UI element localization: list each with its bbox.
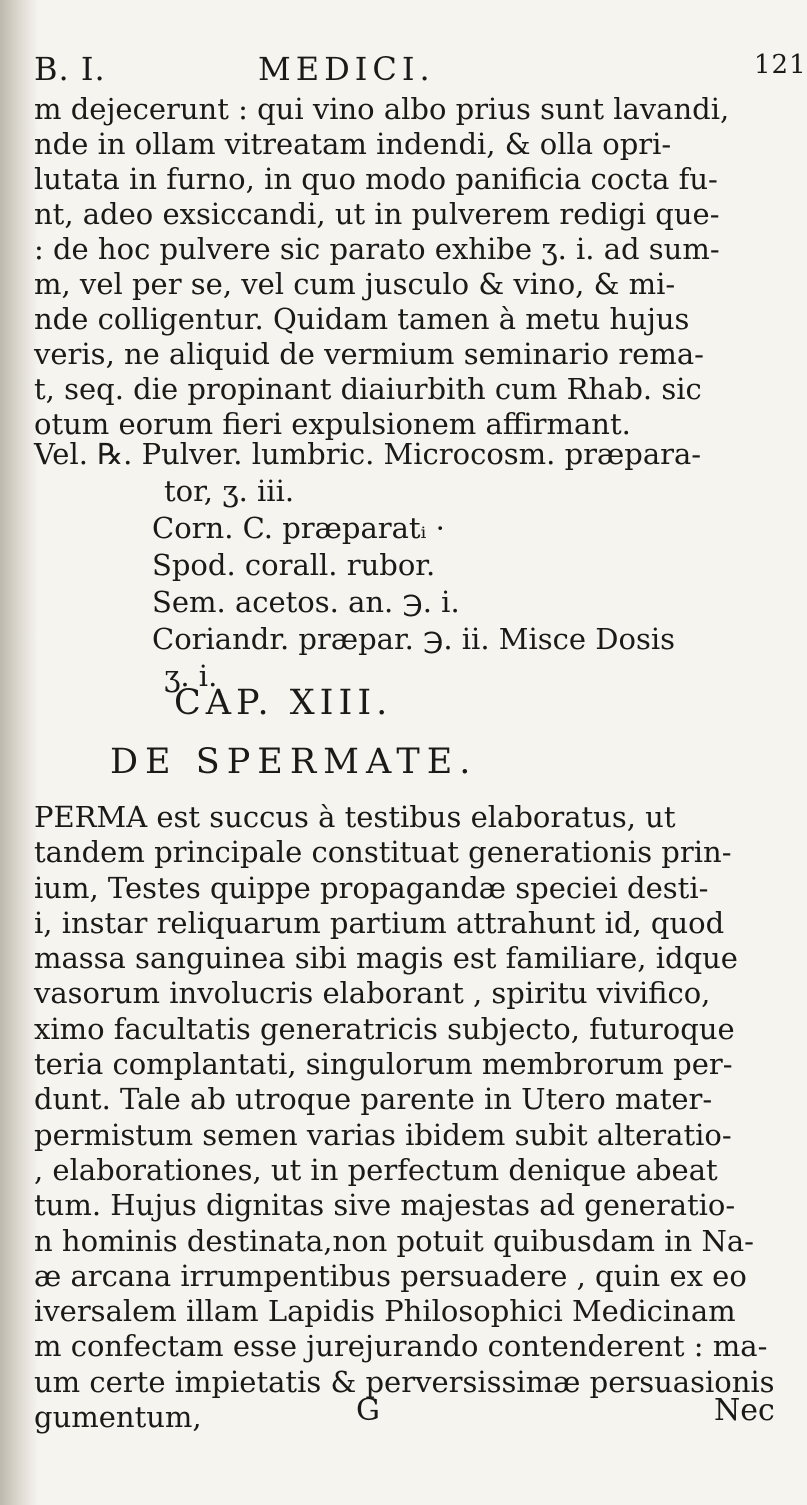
text-line: i, instar reliquarum partium attrahunt id, quod — [34, 905, 725, 940]
text-line: nde in ollam vitreatam indendi, & olla opri- — [34, 127, 672, 161]
paragraph-sperma — [34, 800, 800, 1435]
text-line: otum eorum fieri expulsionem affirmant. — [34, 407, 631, 441]
page-footer — [34, 1393, 800, 1433]
text-line: permistum semen varias ibidem subit alteratio- — [34, 1117, 732, 1152]
recipe-dose: ʒ. i. — [164, 659, 218, 693]
text-line: lutata in furno, in quo modo panificia cocta fu- — [34, 162, 718, 196]
text-line: tum. Hujus dignitas sive majestas ad generatio- — [34, 1188, 736, 1223]
paragraph-worms-preparation — [34, 92, 800, 442]
text-line: dunt. Tale ab utroque parente in Utero mater- — [34, 1082, 713, 1117]
chapter-number: CAP. XIII. — [174, 683, 393, 723]
text-line: m confectam esse jurejurando contenderent : ma- — [34, 1329, 768, 1364]
text-line: m, vel per se, vel cum jusculo & vino, & mi- — [34, 267, 676, 301]
text-line: , elaborationes, ut in perfectum denique abeat — [34, 1152, 718, 1187]
text-line: ximo facultatis generatricis subjecto, futuroque — [34, 1011, 735, 1046]
text-line: iversalem illam Lapidis Philosophici Medicinam — [34, 1294, 736, 1329]
header-book-number: B. I. — [34, 50, 106, 88]
text-line: : de hoc pulvere sic parato exhibe ʒ. i. ad sum- — [34, 232, 720, 266]
signature-mark: G — [356, 1393, 380, 1428]
text-line: um certe impietatis & perversissimæ persuasionis — [34, 1364, 775, 1399]
recipe-first-line: Vel. ℞. Pulver. lumbric. Microcosm. præpara- — [34, 437, 702, 471]
text-line: tandem principale constituat generationis prin- — [34, 835, 732, 870]
recipe-continuation: tor, ʒ. iii. — [164, 474, 295, 508]
text-line: m dejecerunt : qui vino albo prius sunt lavandi, — [34, 92, 730, 126]
text-line: vasorum involucris elaborant , spiritu vivifico, — [34, 976, 711, 1011]
running-header — [34, 50, 807, 90]
chapter-title: DE SPERMATE. — [110, 742, 478, 782]
text-line: teria complantati, singulorum membrorum per- — [34, 1047, 733, 1082]
text-line: n hominis destinata,non potuit quibusdam in Na- — [34, 1223, 754, 1258]
book-page — [34, 0, 807, 1505]
header-title: MEDICI. — [258, 50, 435, 88]
recipe-ingredient: Coriandr. præpar. ℈. ii. Misce Dosis — [152, 622, 675, 656]
recipe-block — [34, 436, 800, 695]
text-line: ium, Testes quippe propagandæ speciei desti- — [34, 870, 709, 905]
recipe-ingredient: Sem. acetos. an. ℈. i. — [152, 585, 460, 619]
text-line: æ arcana irrumpentibus persuadere , quin ex eo — [34, 1258, 747, 1293]
recipe-ingredient: Corn. C. præparatᵢ · — [152, 511, 445, 545]
text-line: PERMA est succus à testibus elaboratus, ut — [34, 800, 676, 834]
text-line: gumentum, — [34, 1400, 202, 1435]
catchword: Nec — [714, 1393, 775, 1428]
text-line: massa sanguinea sibi magis est familiare, idque — [34, 941, 738, 976]
text-line: nt, adeo exsiccandi, ut in pulverem redigi que- — [34, 197, 720, 231]
text-line: t, seq. die propinant diaiurbith cum Rhab. sic — [34, 372, 702, 406]
binding-gutter — [0, 0, 38, 1505]
page-number: 121 — [754, 50, 807, 80]
recipe-ingredient: Spod. corall. rubor. — [152, 548, 436, 582]
text-line: nde colligentur. Quidam tamen à metu hujus — [34, 302, 690, 336]
text-line: veris, ne aliquid de vermium seminario rema- — [34, 337, 704, 371]
